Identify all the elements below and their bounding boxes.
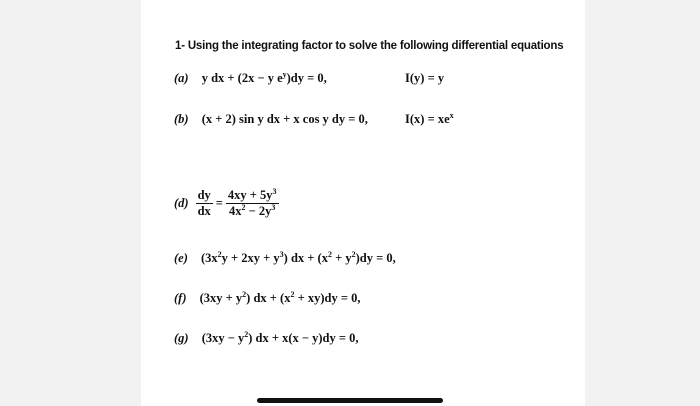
equation-e-exponent: 2 <box>351 250 356 259</box>
equation-d-equals: = <box>215 196 223 210</box>
equation-f-exponent: 2 <box>242 290 247 299</box>
equation-d-right-denominator-exponent: 2 <box>241 203 246 212</box>
equation-g <box>174 331 359 346</box>
equation-d-left-fraction <box>196 189 213 218</box>
equation-f-part: (3xy + y <box>199 291 243 305</box>
integrating-factor-a-text: I(y) = y <box>405 71 445 85</box>
equation-b-text: (x + 2) sin y dx + x cos y dy = 0, <box>201 112 368 126</box>
equation-f <box>174 291 360 306</box>
equation-f-part: ) dx + (x <box>246 291 291 305</box>
equation-e-exponent: 3 <box>279 250 284 259</box>
equation-d-left-numerator: dy <box>197 188 211 202</box>
equation-d-right-numerator <box>226 189 279 204</box>
equation-g-part: (3xy − y <box>201 331 245 345</box>
equation-a <box>174 71 327 86</box>
home-indicator-bar[interactable] <box>257 398 443 403</box>
equation-d-right-numerator-exponent: 3 <box>272 187 277 196</box>
equation-e-exponent: 2 <box>327 250 332 259</box>
equation-d-right-numerator-text: 4xy + 5y <box>227 188 273 202</box>
equation-d-right-denominator-text: − 2y <box>245 204 272 218</box>
equation-e-part: )dy = 0, <box>355 251 396 265</box>
equation-b <box>174 112 368 127</box>
equation-f-part: + xy)dy = 0, <box>294 291 361 305</box>
equation-d-right-fraction <box>226 189 279 218</box>
integrating-factor-b-exponent: x <box>449 111 454 120</box>
problem-heading: 1- Using the integrating factor to solve the following differential equations <box>175 40 564 52</box>
equation-e <box>174 251 396 266</box>
equation-e-part: y + 2xy + y <box>221 251 280 265</box>
equation-g-label: (g) <box>174 331 189 345</box>
equation-a-part: )dy = 0, <box>286 71 327 85</box>
equation-g-part: ) dx + x(x − y)dy = 0, <box>248 331 359 345</box>
equation-e-exponent: 2 <box>217 250 222 259</box>
equation-e-part: + y <box>331 251 352 265</box>
equation-d <box>174 189 282 218</box>
equation-g-exponent: 2 <box>244 330 249 339</box>
equation-f-exponent: 2 <box>290 290 295 299</box>
equation-d-label: (d) <box>174 196 189 210</box>
equation-b-label: (b) <box>174 112 189 126</box>
integrating-factor-a <box>405 71 444 86</box>
equation-a-exponent: y <box>282 70 287 79</box>
equation-d-right-denominator-exponent: 3 <box>271 203 276 212</box>
integrating-factor-b-text: I(x) = xe <box>405 112 450 126</box>
equation-e-part: ) dx + (x <box>283 251 328 265</box>
equation-d-left-denominator: dx <box>197 204 211 218</box>
integrating-factor-b <box>405 112 454 127</box>
equation-a-label: (a) <box>174 71 189 85</box>
equation-e-part: (3x <box>201 251 218 265</box>
equation-a-part: y <box>201 71 208 85</box>
equation-d-right-denominator-text: 4x <box>229 204 242 218</box>
equation-e-label: (e) <box>174 251 188 265</box>
equation-f-label: (f) <box>174 291 187 305</box>
equation-d-right-denominator <box>227 204 277 218</box>
equation-a-part: dx + (2x − y e <box>211 71 283 85</box>
